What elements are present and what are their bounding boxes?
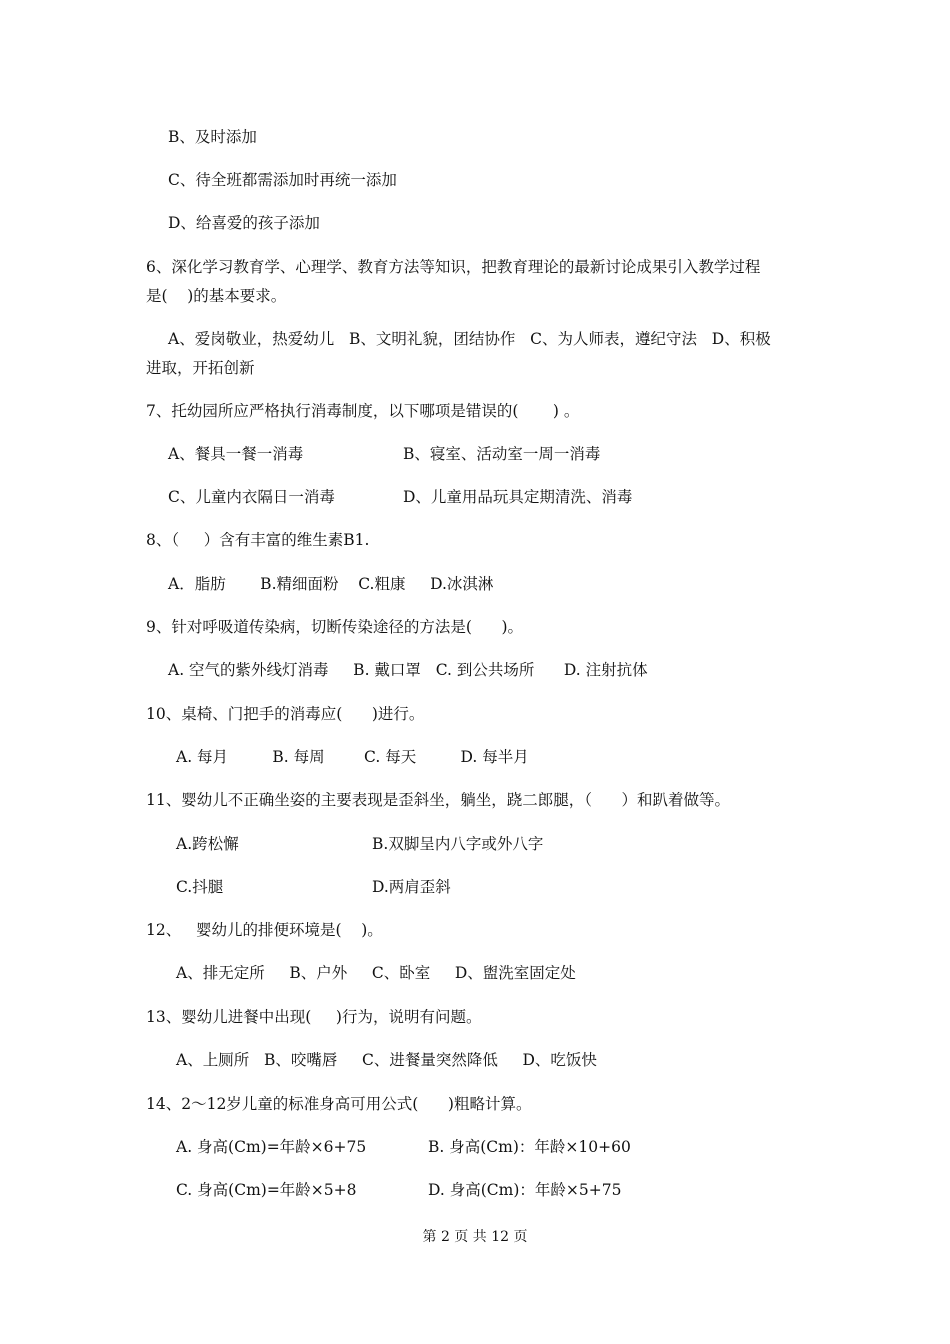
q13-options: A、上厕所 B、咬嘴唇 C、进餐量突然降低 D、吃饭快 (176, 1051, 597, 1069)
q7-stem: 7、托幼园所应严格执行消毒制度，以下哪项是错误的( ) 。 (146, 402, 580, 420)
q9-options: A. 空气的紫外线灯消毒 B. 戴口罩 C. 到公共场所 D. 注射抗体 (168, 661, 648, 679)
q7-option-a: A、餐具一餐一消毒 (168, 445, 304, 463)
q6-stem-line1: 6、深化学习教育学、心理学、教育方法等知识，把教育理论的最新讨论成果引入教学过程 (146, 258, 761, 276)
q11-option-c: C.抖腿 (176, 878, 224, 896)
q13-stem: 13、婴幼儿进餐中出现( )行为，说明有问题。 (146, 1008, 482, 1026)
q5-option-c: C、待全班都需添加时再统一添加 (168, 171, 397, 189)
q8-options: A．脂肪 B.精细面粉 C.粗康 D.冰淇淋 (168, 575, 494, 593)
q6-stem-line2: 是( )的基本要求。 (146, 287, 287, 305)
q12-options: A、排无定所 B、户外 C、卧室 D、盥洗室固定处 (176, 964, 576, 982)
q10-options: A. 每月 B. 每周 C. 每天 D. 每半月 (176, 748, 529, 766)
q11-option-a: A.跨松懈 (176, 835, 239, 853)
q11-stem: 11、婴幼儿不正确坐姿的主要表现是歪斜坐，躺坐，跷二郎腿，（ ）和趴着做等。 (146, 791, 731, 809)
q14-option-a: A. 身高(Cm)=年龄×6+75 (176, 1138, 367, 1156)
q8-stem: 8、（ ）含有丰富的维生素B1. (146, 531, 370, 549)
q6-options-line2: 进取，开拓创新 (146, 359, 255, 377)
q14-option-c: C. 身高(Cm)=年龄×5+8 (176, 1181, 357, 1199)
q7-option-c: C、儿童内衣隔日一消毒 (168, 488, 335, 506)
q5-option-b: B、及时添加 (168, 128, 257, 146)
q11-option-d: D.两肩歪斜 (372, 878, 451, 896)
page-footer: 第 2 页 共 12 页 (422, 1229, 528, 1245)
q7-option-b: B、寝室、活动室一周一消毒 (403, 445, 601, 463)
q7-option-d: D、儿童用品玩具定期清洗、消毒 (403, 488, 633, 506)
q5-option-d: D、给喜爱的孩子添加 (168, 214, 320, 232)
q10-stem: 10、桌椅、门把手的消毒应( )进行。 (146, 705, 425, 723)
q12-stem: 12、 婴幼儿的排便环境是( )。 (146, 921, 383, 939)
q9-stem: 9、针对呼吸道传染病，切断传染途径的方法是( )。 (146, 618, 524, 636)
q11-option-b: B.双脚呈内八字或外八字 (372, 835, 544, 853)
q14-stem: 14、2～12岁儿童的标准身高可用公式( )粗略计算。 (146, 1095, 532, 1113)
q6-options-line1: A、爱岗敬业，热爱幼儿 B、文明礼貌，团结协作 C、为人师表，遵纪守法 D、积极 (168, 330, 771, 348)
q14-option-b: B. 身高(Cm)：年龄×10+60 (428, 1138, 631, 1156)
q14-option-d: D. 身高(Cm)：年龄×5+75 (428, 1181, 622, 1199)
